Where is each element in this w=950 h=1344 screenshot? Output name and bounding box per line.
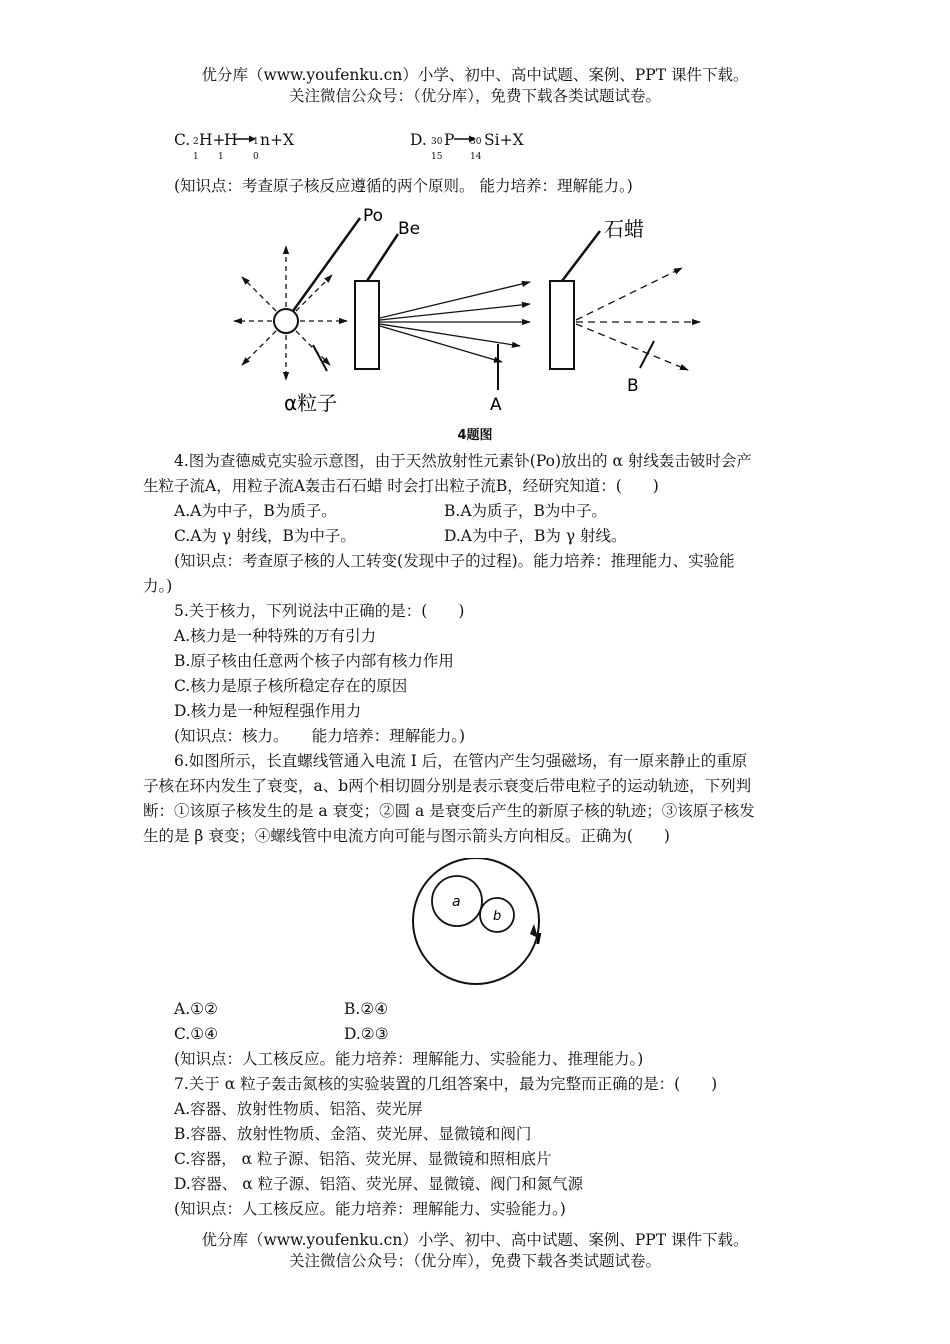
label-circle-a: a bbox=[452, 894, 461, 910]
solenoid-cross-section bbox=[413, 858, 539, 984]
figure-4-caption: 4题图 bbox=[457, 428, 493, 443]
q3-option-c-sup3: 1 bbox=[253, 137, 259, 147]
polonium-source bbox=[274, 218, 360, 333]
q6-option-d: D.②③ bbox=[344, 1025, 389, 1043]
q6-stem-line2: 子核在环内发生了衰变，a、b两个相切圆分别是表示衰变后带电粒子的运动轨迹，下列判 bbox=[143, 777, 752, 795]
q3-option-d-sub1: 15 bbox=[431, 152, 443, 162]
q7-option-b: B.容器、放射性物质、金箔、荧光屏、显微镜和阀门 bbox=[174, 1125, 532, 1143]
q5-option-a: A.核力是一种特殊的万有引力 bbox=[174, 627, 377, 645]
q6-option-c: C.①④ bbox=[174, 1025, 219, 1043]
q3-option-d-p: P bbox=[444, 131, 455, 149]
label-paraffin: 石蜡 bbox=[604, 217, 644, 241]
q7-knowledge-note: (知识点：人工核反应。能力培养：理解能力、实验能力。) bbox=[174, 1200, 566, 1218]
q5-stem: 5.关于核力，下列说法中正确的是：( ) bbox=[174, 602, 465, 620]
q4-option-a: A.A为中子，B为质子。 bbox=[174, 502, 337, 520]
q3-option-d-sup2: 30 bbox=[470, 137, 482, 147]
q3-option-d-sub2: 14 bbox=[470, 152, 482, 162]
q6-stem-line4: 生的是 β 衰变；④螺线管中电流方向可能与图示箭头方向相反。正确为( ) bbox=[143, 827, 670, 845]
q7-stem: 7.关于 α 粒子轰击氮核的实验装置的几组答案中，最为完整而正确的是：( ) bbox=[174, 1075, 718, 1093]
q6-option-b: B.②④ bbox=[344, 1000, 389, 1018]
q5-option-b: B.原子核由任意两个核子内部有核力作用 bbox=[174, 652, 454, 670]
q6-option-a: A.①② bbox=[174, 1000, 218, 1018]
label-stream-b: B bbox=[627, 376, 639, 396]
q4-stem-line1: 4.图为查德威克实验示意图，由于天然放射性元素钋(Po)放出的 α 射线轰击铍时会产 bbox=[174, 452, 752, 470]
q3-option-d-sup1: 30 bbox=[431, 137, 443, 147]
page-header-line2: 关注微信公众号：（优分库），免费下载各类试题试卷。 bbox=[288, 87, 661, 105]
page-footer-line2: 关注微信公众号：（优分库），免费下载各类试题试卷。 bbox=[288, 1252, 661, 1270]
solenoid-decay-diagram bbox=[400, 858, 560, 988]
q4-knowledge-note-line2: 力。) bbox=[143, 577, 173, 595]
q3-knowledge-note: (知识点：考查原子核反应遵循的两个原则。 能力培养：理解能力。) bbox=[174, 177, 633, 195]
q7-option-a: A.容器、放射性物质、铝箔、荧光屏 bbox=[174, 1100, 423, 1118]
q5-option-d: D.核力是一种短程强作用力 bbox=[174, 702, 362, 720]
q3-option-d-tail: Si+X bbox=[484, 131, 524, 149]
label-be: Be bbox=[398, 219, 421, 239]
alpha-label-pointer bbox=[313, 345, 327, 371]
b-label-pointer bbox=[640, 341, 654, 368]
label-alpha-particle: α粒子 bbox=[284, 391, 338, 415]
q5-option-c: C.核力是原子核所稳定存在的原因 bbox=[174, 677, 408, 695]
q4-option-b: B.A为质子，B为中子。 bbox=[444, 502, 607, 520]
beryllium-plate bbox=[355, 234, 398, 369]
q3-option-c-h: H bbox=[224, 131, 238, 149]
q3-option-c-sub3: 0 bbox=[253, 152, 259, 162]
particle-stream-b bbox=[576, 268, 700, 370]
label-current-i: I bbox=[536, 930, 542, 948]
particle-stream-a bbox=[380, 282, 530, 362]
q6-stem-line3: 断：①该原子核发生的是 a 衰变；②圆 a 是衰变后产生的新原子核的轨迹；③该原子核发 bbox=[143, 802, 755, 820]
q3-option-c-sub1: 1 bbox=[193, 152, 199, 162]
q6-stem-line1: 6.如图所示，长直螺线管通入电流 I 后，在管内产生匀强磁场，有一原来静止的重原 bbox=[174, 752, 748, 770]
q3-option-d-letter: D. bbox=[410, 131, 427, 149]
q5-knowledge-note: (知识点：核力。 能力培养：理解能力。) bbox=[174, 727, 466, 745]
q7-option-c: C.容器， α 粒子源、铝箔、荧光屏、显微镜和照相底片 bbox=[174, 1150, 552, 1168]
paraffin-wax-plate bbox=[550, 231, 600, 369]
label-po: Po bbox=[363, 206, 384, 226]
q4-knowledge-note-line1: (知识点：考查原子核的人工转变(发现中子的过程)。能力培养：推理能力、实验能 bbox=[174, 552, 735, 570]
label-stream-a: A bbox=[490, 395, 502, 415]
q3-option-c-letter: C. bbox=[174, 131, 191, 149]
page-header-line1: 优分库（www.youfenku.cn）小学、初中、高中试题、案例、PPT 课件下载。 bbox=[201, 66, 749, 84]
q3-option-c-sup1: 2 bbox=[193, 137, 199, 147]
q3-option-c-sub2: 1 bbox=[218, 152, 224, 162]
q6-knowledge-note: (知识点：人工核反应。能力培养：理解能力、实验能力、推理能力。) bbox=[174, 1050, 644, 1068]
q3-option-c-tail: n+X bbox=[260, 131, 295, 149]
q4-stem-line2: 生粒子流A，用粒子流A轰击石石蜡 时会打出粒子流B，经研究知道：( ) bbox=[143, 477, 659, 495]
q4-option-d: D.A为中子，B为 γ 射线。 bbox=[444, 527, 627, 545]
label-circle-b: b bbox=[493, 909, 502, 924]
q3-option-c-eq: H+ bbox=[199, 131, 226, 149]
page-footer-line1: 优分库（www.youfenku.cn）小学、初中、高中试题、案例、PPT 课件下载。 bbox=[201, 1231, 749, 1249]
q4-option-c: C.A为 γ 射线，B为中子。 bbox=[174, 527, 356, 545]
chadwick-experiment-diagram bbox=[220, 198, 720, 423]
q7-option-d: D.容器、 α 粒子源、铝箔、荧光屏、显微镜、阀门和氮气源 bbox=[174, 1175, 584, 1193]
